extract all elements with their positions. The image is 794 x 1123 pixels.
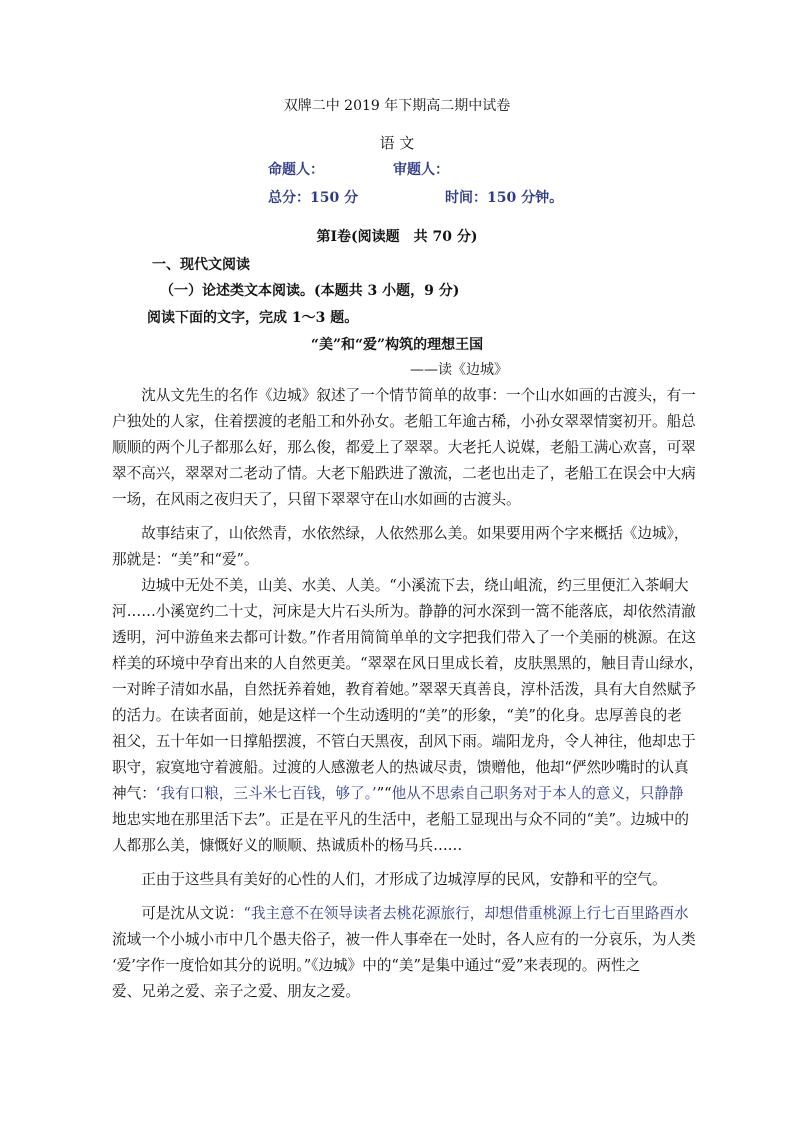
article-line: 样美的环境中孕育出来的人自然更美。“翠翠在风日里成长着，皮肤黑黑的，触目青山绿水， (112, 655, 704, 672)
article-fragment: 神气： (112, 785, 156, 802)
volume-title: 第Ⅰ卷(阅读题 共 70 分) (316, 229, 478, 245)
article-quote: “我主意不在领导读者去桃花源旅行，却想借重桃源上行七百里路酉水 (243, 905, 689, 922)
article-line: 的活力。在读者面前，她是这样一个生动透明的“美”的形象，“美”的化身。忠厚善良的老 (112, 707, 682, 724)
article-line-mixed (112, 784, 692, 804)
article-line: 人都那么美，慷慨好义的顺顺、热诚质朴的杨马兵…… (112, 837, 463, 854)
article-line: 一对眸子清如水晶，自然抚养着她，教育着她。”翠翠天真善良，淳朴活泼，具有大自然赋予 (112, 681, 696, 698)
reviewer-label: 审题人： (393, 162, 449, 178)
exam-title: 双牌二中 2019 年下期高二期中试卷 (283, 98, 511, 114)
article-line: 故事结束了，山依然青，水依然绿，人依然那么美。如果要用两个字来概括《边城》， (141, 525, 689, 542)
article-quote: 他从不思索自己职务对于本人的意义，只静静 (391, 785, 684, 802)
setter-label: 命题人： (268, 162, 324, 178)
article-line: ‘爱’字作一度恰如其分的说明。”《边城》中的“美”是集中通过“爱”来表现的。两性之 (112, 957, 641, 974)
total-score: 总分：150 分 (268, 190, 359, 206)
article-line: 沈从文先生的名作《边城》叙述了一个情节简单的故事：一个山水如画的古渡头，有一 (141, 387, 696, 404)
article-fragment: 可是沈从文说： (141, 905, 244, 922)
article-line: 一场，在风雨之夜归天了，只留下翠翠守在山水如画的古渡头。 (112, 491, 521, 508)
subject-title: 语 文 (379, 134, 415, 152)
article-line: 祖父，五十年如一日撑船摆渡，不管白天黑夜，刮风下雨。端阳龙舟，令人神往，他却忠于 (112, 733, 696, 750)
sub-heading: （一）论述类文本阅读。(本题共 3 小题，9 分) (160, 283, 460, 299)
article-title: “美”和“爱”构筑的理想王国 (310, 337, 484, 353)
article-line: 户独处的人家，住着摆渡的老船工和外孙女。老船工年逾古稀，小孙女翠翠情窦初开。船总 (112, 413, 696, 430)
article-line: 正由于这些具有美好的心性的人们，才形成了边城淳厚的民风，安静和平的空气。 (141, 871, 667, 888)
article-line: 边城中无处不美，山美、水美、人美。“小溪流下去，绕山岨流，约三里便汇入茶峒大 (141, 577, 689, 594)
article-line: 地忠实地在那里活下去”。正是在平凡的生活中，老船工显现出与众不同的“美”。边城中的 (112, 811, 689, 828)
article-fragment: ”“ (376, 785, 392, 802)
time-limit: 时间：150 分钟。 (445, 190, 564, 206)
article-line: 翠不高兴，翠翠对二老动了情。大老下船跌进了激流，二老也出走了，老船工在误会中大病 (112, 465, 696, 482)
reading-instruction: 阅读下面的文字，完成 1～3 题。 (147, 310, 359, 326)
article-line: 职守，寂寞地守着渡船。过渡的人感激老人的热诚尽责，馈赠他，他却“俨然吵嘴时的认真 (112, 759, 689, 776)
article-line: 爱、兄弟之爱、亲子之爱、朋友之爱。 (112, 983, 361, 1000)
article-line: 流域一个小城小市中几个愚夫俗子，被一件人事牵在一处时，各人应有的一分哀乐，为人类 (112, 931, 696, 948)
article-quote: ‘我有口粮，三斗米七百钱，够了。’ (155, 785, 377, 802)
article-line: 顺顺的两个儿子都那么好，那么俊，都爱上了翠翠。大老托人说媒，老船工满心欢喜，可翠 (112, 439, 696, 456)
article-line: 那就是：“美”和“爱”。 (112, 551, 259, 568)
article-line-mixed (112, 904, 692, 924)
part-heading: 一、现代文阅读 (152, 257, 250, 273)
article-subtitle: ——读《边城》 (410, 362, 508, 378)
article-line: 透明，河中游鱼来去都可计数。”作者用简简单单的文字把我们带入了一个美丽的桃源。在这 (112, 629, 696, 646)
article-line: 河……小溪宽约二十丈，河床是大片石头所为。静静的河水深到一篙不能落底，却依然清澈 (112, 603, 696, 620)
